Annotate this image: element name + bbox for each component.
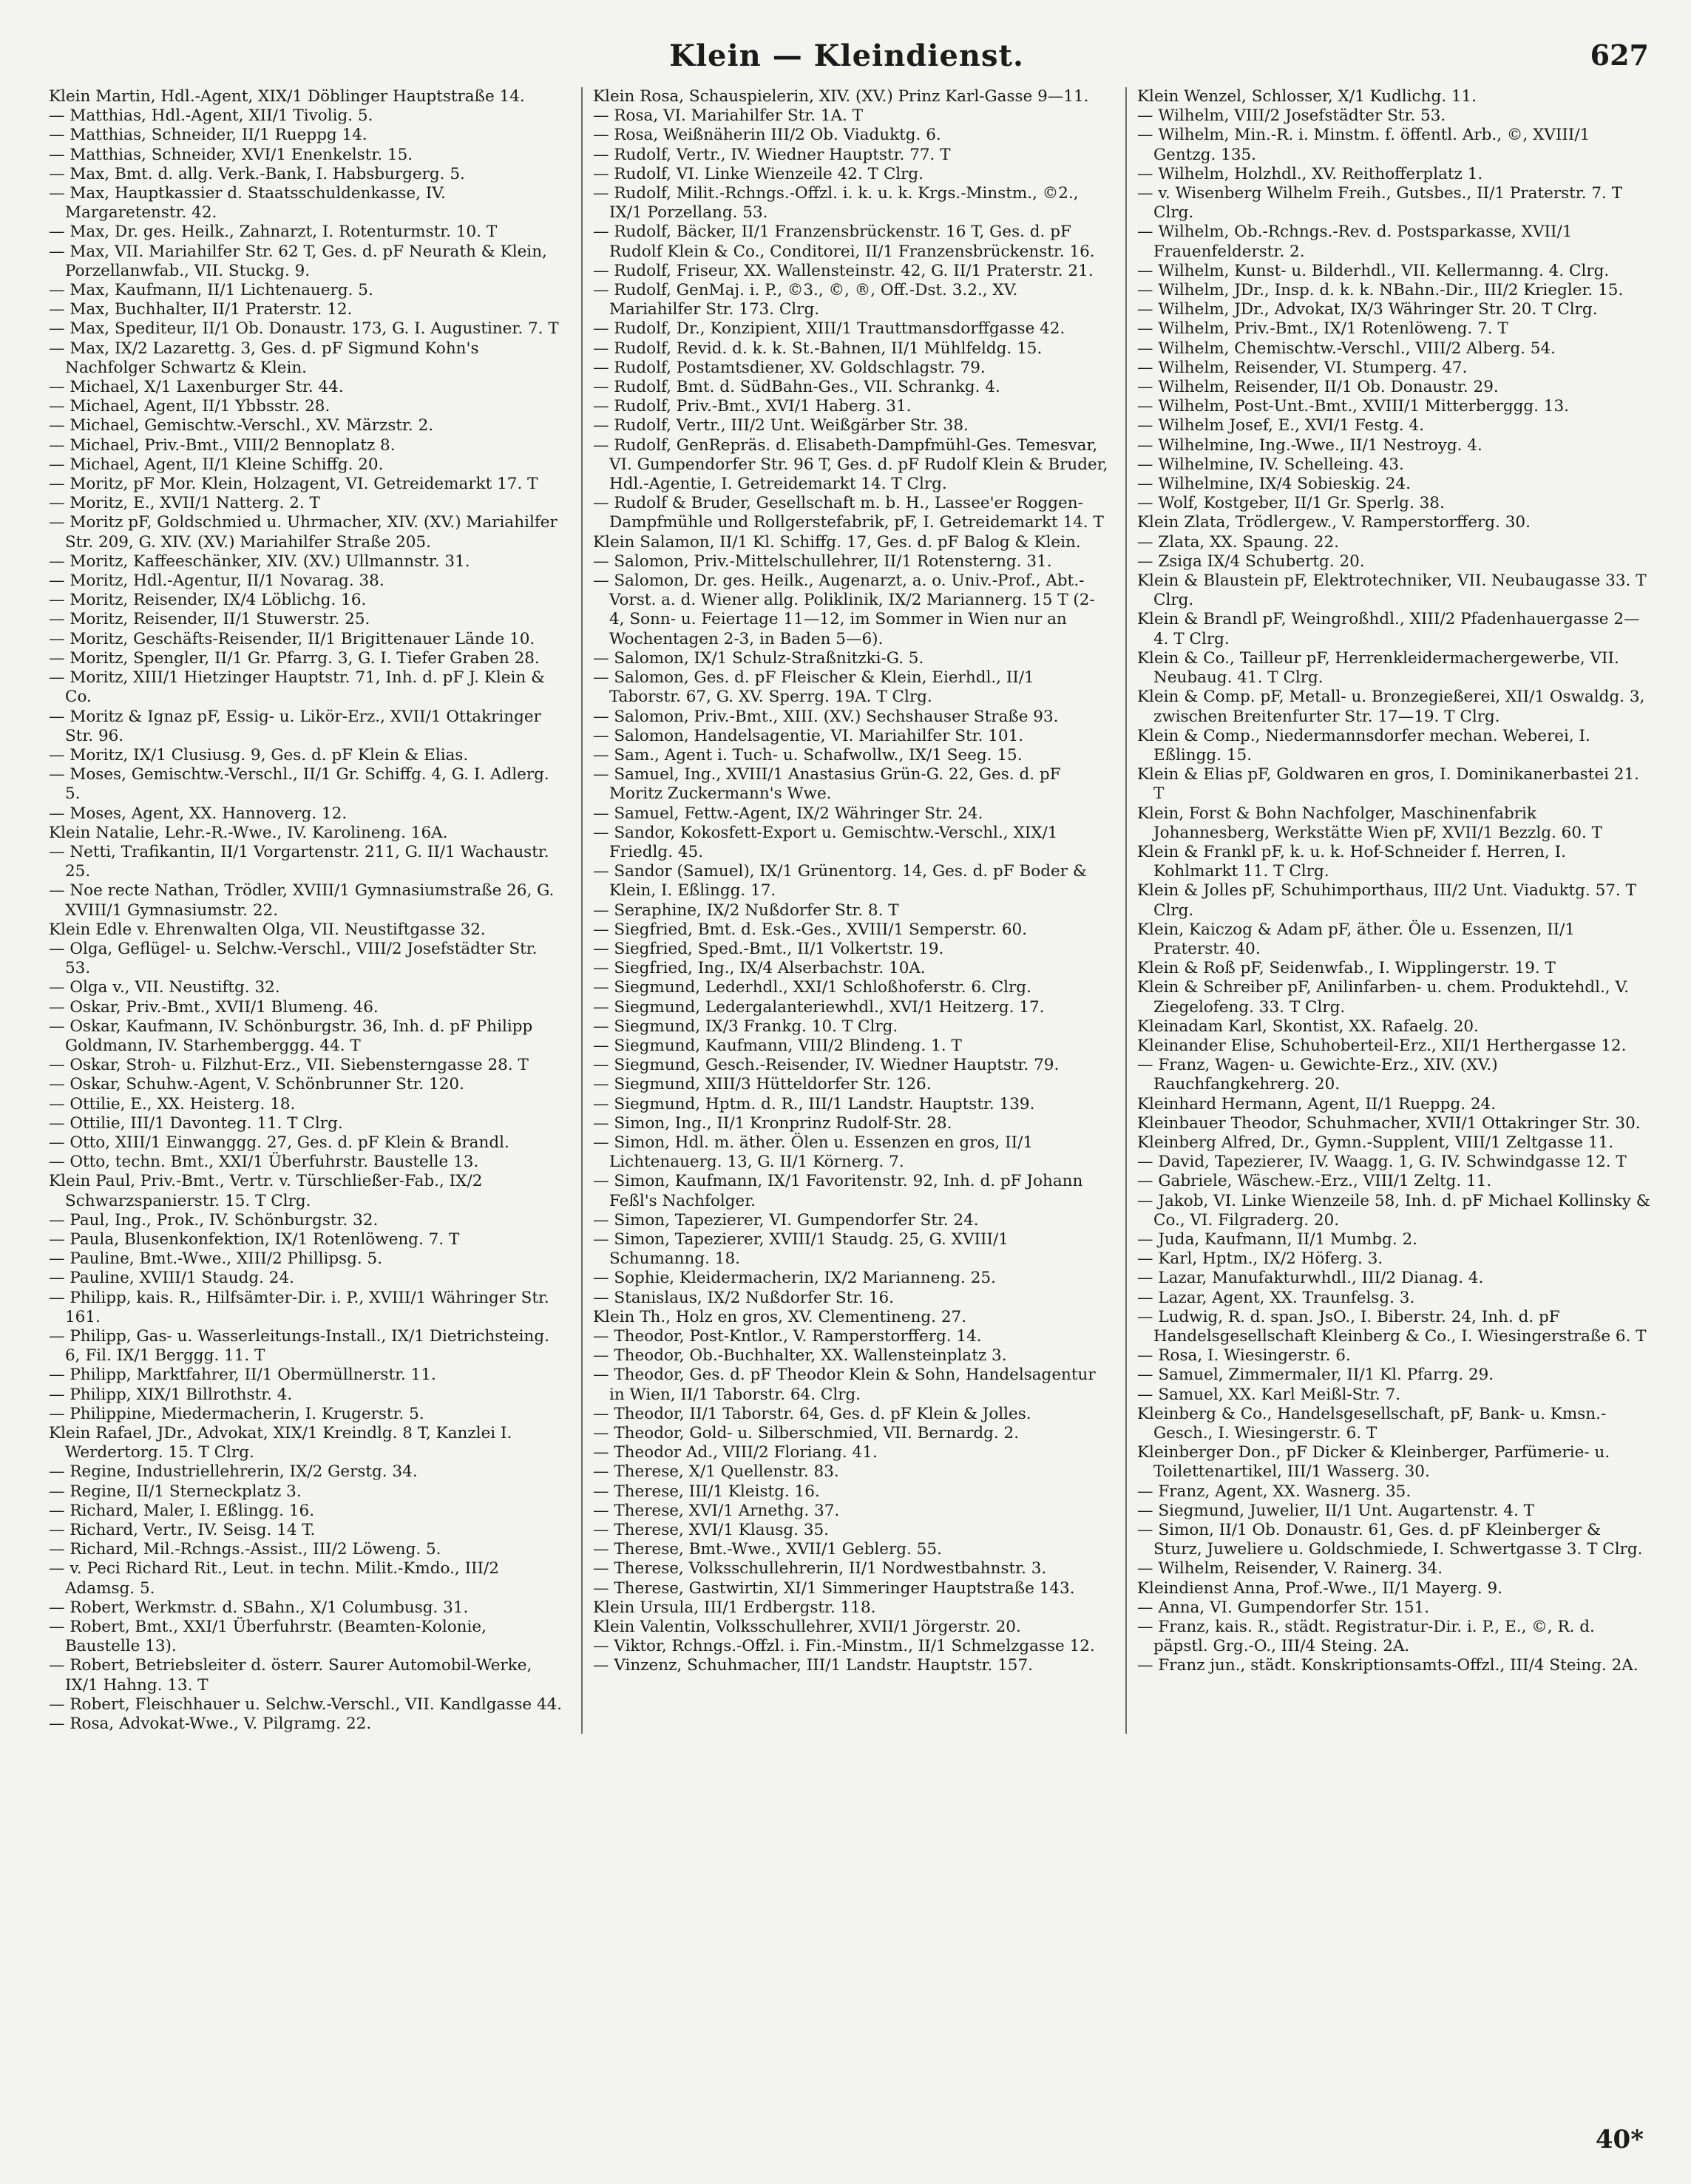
directory-entry: — Rosa, VI. Mariahilfer Str. 1A. T — [593, 106, 864, 126]
directory-entry: — Moritz & Ignaz pF, Essig- u. Likör-Erz., XVII/1 Ottakringer Str. 96. — [49, 707, 541, 745]
directory-entry: — Max, Hauptkassier d. Staatsschuldenkasse, IV. Margaretenstr. 42. — [49, 184, 446, 223]
directory-entry: — Salomon, Ges. d. pF Fleischer & Klein, Eierhdl., II/1 Taborstr. 67, G. XV. Sperrg. 19A. T Clrg. — [593, 668, 1034, 707]
directory-entry: — Sandor (Samuel), IX/1 Grünentorg. 14, Ges. d. pF Boder & Klein, I. Eßlingg. 17. — [593, 862, 1087, 901]
directory-entry: — Wilhelm, Post-Unt.-Bmt., XVIII/1 Mitterberggg. 13. — [1137, 397, 1569, 416]
directory-entry: — Samuel, Ing., XVIII/1 Anastasius Grün-G. 22, Ges. d. pF Moritz Zuckermann's Wwe. — [593, 765, 1061, 804]
directory-entry: Kleinberger Don., pF Dicker & Kleinberger, Parfümerie- u. Toilettenartikel, III/1 Wasserg. 30. — [1137, 1443, 1610, 1482]
signature-mark: 40* — [1595, 2125, 1644, 2154]
directory-entry: — Siegfried, Bmt. d. Esk.-Ges., XVIII/1 Semperstr. 60. — [593, 920, 1028, 939]
directory-entry: — Regine, II/1 Sterneckplatz 3. — [49, 1482, 302, 1501]
directory-entry: — Ottilie, E., XX. Heisterg. 18. — [49, 1094, 296, 1113]
directory-entry: Klein & Elias pF, Goldwaren en gros, I. Dominikanerbastei 21. T — [1137, 765, 1639, 804]
directory-entry: Kleindienst Anna, Prof.-Wwe., II/1 Mayerg. 9. — [1137, 1578, 1503, 1598]
directory-entry: — Wilhelmine, IX/4 Sobieskig. 24. — [1137, 475, 1411, 494]
directory-entry: — Siegmund, Hptm. d. R., III/1 Landstr. Hauptstr. 139. — [593, 1094, 1035, 1113]
directory-entry: — Pauline, Bmt.-Wwe., XIII/2 Phillipsg. 5. — [49, 1249, 383, 1269]
directory-entry: — Moritz, Spengler, II/1 Gr. Pfarrg. 3, G. I. Tiefer Graben 28. — [49, 648, 540, 668]
directory-entry: — Samuel, XX. Karl Meißl-Str. 7. — [1137, 1385, 1401, 1404]
directory-entry: — Sandor, Kokosfett-Export u. Gemischtw.-Verschl., XIX/1 Friedlg. 45. — [593, 823, 1058, 861]
directory-entry: — David, Tapezierer, IV. Waagg. 1, G. IV. Schwindgasse 12. T — [1137, 1153, 1627, 1172]
directory-entry: — Wilhelmine, IV. Schelleing. 43. — [1137, 455, 1404, 474]
directory-entry: — Siegmund, IX/3 Frankg. 10. T Clrg. — [593, 1017, 898, 1036]
directory-entry: — Wilhelm Josef, E., XVI/1 Festg. 4. — [1137, 416, 1425, 435]
directory-entry: — Rudolf & Bruder, Gesellschaft m. b. H., Lassee'er Roggen-Dampfmühle und Rollgerstefabrik, pF, I. Getreidemarkt 14. T — [593, 494, 1104, 532]
directory-entry: — Matthias, Schneider, II/1 Rueppg 14. — [49, 126, 367, 145]
directory-entry: — Max, VII. Mariahilfer Str. 62 T, Ges. d. pF Neurath & Klein, Porzellanwfab., VII. Stuckg. 9. — [49, 242, 547, 280]
directory-entry: — Olga, Geflügel- u. Selchw.-Verschl., VIII/2 Josefstädter Str. 53. — [49, 939, 538, 978]
directory-entry: — Therese, Bmt.-Wwe., XVII/1 Geblerg. 55. — [593, 1540, 942, 1559]
directory-entry: — Moritz, IX/1 Clusiusg. 9, Ges. d. pF Klein & Elias. — [49, 745, 469, 764]
directory-entry: — Samuel, Fettw.-Agent, IX/2 Währinger Str. 24. — [593, 804, 983, 823]
directory-entry: Klein, Kaiczog & Adam pF, äther. Öle u. Essenzen, II/1 Praterstr. 40. — [1137, 920, 1576, 958]
directory-entry: — Therese, Volksschullehrerin, II/1 Nordwestbahnstr. 3. — [593, 1559, 1047, 1578]
directory-entry: — Rudolf, GenMaj. i. P., ©3., ©, ®, Off.-Dst. 3.2., XV. Mariahilfer Str. 173. Clrg. — [593, 281, 1018, 319]
directory-entry: Klein Wenzel, Schlosser, X/1 Kudlichg. 11. — [1137, 87, 1477, 106]
directory-entry: — Wilhelm, JDr., Advokat, IX/3 Währinger Str. 20. T Clrg. — [1137, 300, 1598, 319]
directory-entry: — Moses, Gemischtw.-Verschl., II/1 Gr. Schiffg. 4, G. I. Adlerg. 5. — [49, 765, 549, 804]
directory-entry: — Moritz pF, Goldschmied u. Uhrmacher, XIV. (XV.) Mariahilfer Str. 209, G. XIV. (XV.) Mariahilfer Straße 205. — [49, 513, 558, 552]
directory-entry: — Simon, Ing., II/1 Kronprinz Rudolf-Str. 28. — [593, 1113, 952, 1133]
directory-entry: — Theodor, II/1 Taborstr. 64, Ges. d. pF Klein & Jolles. — [593, 1404, 1031, 1423]
directory-entry: — Wilhelm, Kunst- u. Bilderhdl., VII. Kellermanng. 4. Clrg. — [1137, 261, 1610, 280]
directory-entry: — Siegmund, Gesch.-Reisender, IV. Wiedner Hauptstr. 79. — [593, 1056, 1060, 1075]
directory-entry: — Olga v., VII. Neustiftg. 32. — [49, 978, 280, 997]
directory-entry: — Robert, Fleischhauer u. Selchw.-Verschl., VII. Kandlgasse 44. — [49, 1695, 563, 1714]
directory-entry: — Michael, Agent, II/1 Ybbsstr. 28. — [49, 397, 331, 416]
directory-entry: Klein & Jolles pF, Schuhimporthaus, III/2 Unt. Viaduktg. 57. T Clrg. — [1137, 881, 1636, 920]
directory-entry: — Therese, Gastwirtin, XI/1 Simmeringer Hauptstraße 143. — [593, 1578, 1075, 1598]
directory-entry: — Rudolf, Bmt. d. SüdBahn-Ges., VII. Schrankg. 4. — [593, 378, 1000, 397]
directory-columns — [49, 87, 1653, 1734]
directory-entry: Klein Natalie, Lehr.-R.-Wwe., IV. Karolineng. 16A. — [49, 823, 448, 842]
directory-entry: — Wilhelm, Min.-R. i. Minstm. f. öffentl. Arb., ©, XVIII/1 Gentzg. 135. — [1137, 126, 1590, 164]
directory-entry: — Rudolf, Milit.-Rchngs.-Offzl. i. k. u. k. Krgs.-Minstm., ©2., IX/1 Porzellang. 53. — [593, 184, 1079, 223]
directory-entry: — Viktor, Rchngs.-Offzl. i. Fin.-Minstm., II/1 Schmelzgasse 12. — [593, 1637, 1095, 1656]
directory-entry: — Rosa, Weißnäherin III/2 Ob. Viaduktg. 6. — [593, 126, 941, 145]
directory-entry: — Michael, Priv.-Bmt., VIII/2 Bennoplatz 8. — [49, 435, 396, 455]
directory-entry: — Therese, X/1 Quellenstr. 83. — [593, 1462, 839, 1482]
directory-entry: — Oskar, Stroh- u. Filzhut-Erz., VII. Siebensterngasse 28. T — [49, 1056, 529, 1075]
directory-entry: — Rosa, Advokat-Wwe., V. Pilgramg. 22. — [49, 1715, 372, 1734]
directory-entry: — Michael, X/1 Laxenburger Str. 44. — [49, 378, 344, 397]
directory-entry: — Robert, Betriebsleiter d. österr. Saurer Automobil-Werke, IX/1 Hahng. 13. T — [49, 1656, 532, 1695]
directory-entry: — Ottilie, III/1 Davonteg. 11. T Clrg. — [49, 1113, 343, 1133]
directory-entry: — Oskar, Schuhw.-Agent, V. Schönbrunner Str. 120. — [49, 1075, 464, 1094]
directory-entry: — Wilhelm, Reisender, V. Rainerg. 34. — [1137, 1559, 1443, 1578]
directory-entry: Klein Salamon, II/1 Kl. Schiffg. 17, Ges. d. pF Balog & Klein. — [593, 532, 1081, 552]
directory-entry: — Philipp, Marktfahrer, II/1 Obermüllnerstr. 11. — [49, 1366, 436, 1385]
directory-entry: — Rudolf, Revid. d. k. k. St.-Bahnen, II/1 Mühlfeldg. 15. — [593, 339, 1043, 358]
directory-entry: — Philippine, Miedermacherin, I. Krugerstr. 5. — [49, 1404, 424, 1423]
directory-entry: — Wilhelm, Holzhdl., XV. Reithofferplatz 1. — [1137, 164, 1483, 183]
directory-entry: — Philipp, XIX/1 Billrothstr. 4. — [49, 1385, 293, 1404]
directory-entry: — Matthias, Hdl.-Agent, XII/1 Tivolig. 5. — [49, 106, 373, 126]
directory-entry: — Max, Dr. ges. Heilk., Zahnarzt, I. Rotenturmstr. 10. T — [49, 223, 498, 242]
directory-entry: Klein & Comp., Niedermannsdorfer mechan. Weberei, I. Eßlingg. 15. — [1137, 726, 1590, 764]
directory-entry: — Moritz, Reisender, II/1 Stuwerstr. 25. — [49, 610, 370, 629]
directory-entry: — Wilhelm, JDr., Insp. d. k. k. NBahn.-Dir., III/2 Kriegler. 15. — [1137, 281, 1624, 300]
directory-entry: — Oskar, Kaufmann, IV. Schönburgstr. 36, Inh. d. pF Philipp Goldmann, IV. Starhemberggg. 44. T — [49, 1017, 533, 1055]
directory-entry: — Salomon, Priv.-Bmt., XIII. (XV.) Sechshauser Straße 93. — [593, 707, 1059, 726]
directory-entry: — Max, Bmt. d. allg. Verk.-Bank, I. Habsburgerg. 5. — [49, 164, 465, 183]
directory-entry: Klein Rosa, Schauspielerin, XIV. (XV.) Prinz Karl-Gasse 9—11. — [593, 87, 1089, 106]
directory-entry: Kleinbauer Theodor, Schuhmacher, XVII/1 Ottakringer Str. 30. — [1137, 1113, 1641, 1133]
directory-entry: — Oskar, Priv.-Bmt., XVII/1 Blumeng. 46. — [49, 997, 379, 1017]
directory-entry: — Rudolf, Postamtsdiener, XV. Goldschlagstr. 79. — [593, 358, 986, 377]
directory-entry: — Rosa, I. Wiesingerstr. 6. — [1137, 1346, 1351, 1366]
directory-entry: — Max, Kaufmann, II/1 Lichtenauerg. 5. — [49, 281, 373, 300]
directory-entry: — Moritz, Hdl.-Agentur, II/1 Novarag. 38. — [49, 572, 384, 591]
directory-entry: — Simon, Kaufmann, IX/1 Favoritenstr. 92, Inh. d. pF Johann Feßl's Nachfolger. — [593, 1172, 1083, 1210]
directory-entry: — Theodor, Post-Kntlor., V. Ramperstorfferg. 14. — [593, 1327, 982, 1346]
directory-entry: — Pauline, XVIII/1 Staudg. 24. — [49, 1269, 294, 1288]
directory-entry: — Siegmund, XIII/3 Hütteldorfer Str. 126. — [593, 1075, 932, 1094]
directory-entry: Klein Ursula, III/1 Erdbergstr. 118. — [593, 1598, 876, 1617]
directory-entry: — Moritz, XIII/1 Hietzinger Hauptstr. 71, Inh. d. pF J. Klein & Co. — [49, 668, 546, 707]
directory-entry: — Franz, Wagen- u. Gewichte-Erz., XIV. (XV.) Rauchfangkehrerg. 20. — [1137, 1056, 1498, 1094]
directory-entry: — Lazar, Agent, XX. Traunfelsg. 3. — [1137, 1288, 1415, 1307]
directory-entry: — Robert, Bmt., XXI/1 Überfuhrstr. (Beamten-Kolonie, Baustelle 13). — [49, 1618, 487, 1656]
directory-entry: — Regine, Industriellehrerin, IX/2 Gerstg. 34. — [49, 1462, 418, 1482]
directory-entry: — Netti, Trafikantin, II/1 Vorgartenstr. 211, G. II/1 Wachaustr. 25. — [49, 842, 549, 881]
directory-entry: — Franz, kais. R., städt. Registratur-Dir. i. P., E., ©, R. d. päpstl. Grg.-O., III/4 Steing. 2A. — [1137, 1618, 1595, 1656]
directory-entry: — Salomon, IX/1 Schulz-Straßnitzki-G. 5. — [593, 648, 924, 668]
directory-entry: Kleinadam Karl, Skontist, XX. Rafaelg. 20. — [1137, 1017, 1479, 1036]
directory-entry: — Gabriele, Wäschew.-Erz., VIII/1 Zeltg. 11. — [1137, 1172, 1492, 1191]
directory-entry: — Theodor, Ob.-Buchhalter, XX. Wallensteinplatz 3. — [593, 1346, 1007, 1366]
directory-entry: — Moritz, E., XVII/1 Natterg. 2. T — [49, 494, 320, 513]
page-header — [44, 38, 1649, 80]
directory-entry: — Therese, III/1 Kleistg. 16. — [593, 1482, 820, 1501]
directory-entry: Klein & Frankl pF, k. u. k. Hof-Schneider f. Herren, I. Kohlmarkt 11. T Clrg. — [1137, 842, 1566, 881]
directory-entry: Klein Th., Holz en gros, XV. Clementineng. 27. — [593, 1307, 967, 1326]
directory-entry: — Matthias, Schneider, XVI/1 Enenkelstr. 15. — [49, 145, 413, 164]
directory-entry: Klein Valentin, Volksschullehrer, XVII/1 Jörgerstr. 20. — [593, 1618, 1021, 1637]
directory-entry: Kleinander Elise, Schuhoberteil-Erz., XII/1 Herthergasse 12. — [1137, 1036, 1627, 1055]
directory-entry: — Siegmund, Ledergalanteriewhdl., XVI/1 Heitzerg. 17. — [593, 997, 1045, 1017]
directory-entry: — Juda, Kaufmann, II/1 Mumbg. 2. — [1137, 1230, 1418, 1249]
directory-entry: — Michael, Agent, II/1 Kleine Schiffg. 20. — [49, 455, 384, 474]
directory-entry: — v. Wisenberg Wilhelm Freih., Gutsbes., II/1 Praterstr. 7. T Clrg. — [1137, 184, 1623, 223]
directory-entry: — Karl, Hptm., IX/2 Höferg. 3. — [1137, 1249, 1383, 1269]
directory-entry: Klein & Co., Tailleur pF, Herrenkleidermachergewerbe, VII. Neubaug. 41. T Clrg. — [1137, 648, 1619, 688]
directory-entry: — Wilhelm, Ob.-Rchngs.-Rev. d. Postsparkasse, XVII/1 Frauenfelderstr. 2. — [1137, 223, 1573, 261]
directory-entry: — Vinzenz, Schuhmacher, III/1 Landstr. Hauptstr. 157. — [593, 1656, 1033, 1675]
directory-entry: — Max, Spediteur, II/1 Ob. Donaustr. 173, G. I. Augustiner. 7. T — [49, 319, 559, 339]
directory-entry: — Paul, Ing., Prok., IV. Schönburgstr. 32. — [49, 1210, 379, 1230]
directory-entry: — Samuel, Zimmermaler, II/1 Kl. Pfarrg. 29. — [1137, 1366, 1494, 1385]
directory-entry: — Lazar, Manufakturwhdl., III/2 Dianag. 4. — [1137, 1269, 1484, 1288]
directory-entry: — Otto, techn. Bmt., XXI/1 Überfuhrstr. Baustelle 13. — [49, 1153, 479, 1172]
directory-entry: Klein Zlata, Trödlergew., V. Ramperstorfferg. 30. — [1137, 513, 1531, 532]
directory-entry: — Moritz, pF Mor. Klein, Holzagent, VI. Getreidemarkt 17. T — [49, 475, 538, 494]
directory-entry: — Stanislaus, IX/2 Nußdorfer Str. 16. — [593, 1288, 895, 1307]
directory-entry: — Franz, Agent, XX. Wasnerg. 35. — [1137, 1482, 1412, 1501]
directory-entry: — Theodor, Ges. d. pF Theodor Klein & Sohn, Handelsagentur in Wien, II/1 Taborstr. 64. Clrg. — [593, 1366, 1096, 1404]
directory-entry: — Sophie, Kleidermacherin, IX/2 Marianneng. 25. — [593, 1269, 996, 1288]
directory-entry: Klein & Brandl pF, Weingroßhdl., XIII/2 Pfadenhauergasse 2—4. T Clrg. — [1137, 610, 1640, 648]
directory-entry: — Simon, Tapezierer, VI. Gumpendorfer Str. 24. — [593, 1210, 979, 1230]
directory-entry: — Rudolf, GenRepräs. d. Elisabeth-Dampfmühl-Ges. Temesvar, VI. Gumpendorfer Str. 96 T, Ges. d. pF Rudolf Klein & Bruder, Hdl.-Agentie, I. Getreidemarkt 14. T Clrg. — [593, 435, 1108, 494]
directory-entry: Kleinhard Hermann, Agent, II/1 Rueppg. 24. — [1137, 1094, 1497, 1113]
directory-entry: — Wilhelm, Reisender, II/1 Ob. Donaustr. 29. — [1137, 378, 1499, 397]
directory-entry: — Philipp, kais. R., Hilfsämter-Dir. i. P., XVIII/1 Währinger Str. 161. — [49, 1288, 549, 1326]
directory-entry: — Otto, XIII/1 Einwanggg. 27, Ges. d. pF Klein & Brandl. — [49, 1133, 509, 1152]
directory-entry: — Max, Buchhalter, II/1 Praterstr. 12. — [49, 300, 353, 319]
directory-entry: — Richard, Vertr., IV. Seisg. 14 T. — [49, 1521, 316, 1540]
directory-entry: — Therese, XVI/1 Klausg. 35. — [593, 1521, 830, 1540]
directory-entry: — Zsiga IX/4 Schubertg. 20. — [1137, 552, 1365, 571]
directory-entry: — Rudolf, Vertr., III/2 Unt. Weißgärber Str. 38. — [593, 416, 969, 435]
directory-entry: Klein & Comp. pF, Metall- u. Bronzegießerei, XII/1 Oswaldg. 3, zwischen Breitenfurter Str. 17—19. T Clrg. — [1137, 688, 1645, 726]
directory-entry: Klein Rafael, JDr., Advokat, XIX/1 Kreindlg. 8 T, Kanzlei I. Werdertorg. 15. T Clrg. — [49, 1424, 512, 1462]
directory-entry: Klein Martin, Hdl.-Agent, XIX/1 Döblinger Hauptstraße 14. — [49, 87, 525, 106]
directory-entry: — Richard, Maler, I. Eßlingg. 16. — [49, 1501, 315, 1520]
directory-entry: Klein Paul, Priv.-Bmt., Vertr. v. Türschließer-Fab., IX/2 Schwarzspanierstr. 15. T Clrg. — [49, 1172, 483, 1210]
directory-entry: — Robert, Werkmstr. d. SBahn., X/1 Columbusg. 31. — [49, 1598, 469, 1617]
directory-entry: — Moritz, Reisender, IX/4 Löblichg. 16. — [49, 591, 367, 610]
directory-entry: Klein & Roß pF, Seidenwfab., I. Wipplingerstr. 19. T — [1137, 959, 1556, 978]
directory-entry: — Siegmund, Kaufmann, VIII/2 Blindeng. 1. T — [593, 1036, 962, 1055]
directory-entry: Klein, Forst & Bohn Nachfolger, Maschinenfabrik Johannesberg, Werkstätte Wien pF, XVII/1 Bezzlg. 60. T — [1137, 804, 1603, 842]
directory-entry: — Wilhelmine, Ing.-Wwe., II/1 Nestroyg. 4. — [1137, 435, 1482, 455]
directory-entry: — Philipp, Gas- u. Wasserleitungs-Install., IX/1 Dietrichsteing. 6, Fil. IX/1 Berggg. 11. T — [49, 1327, 549, 1366]
column-2 — [581, 87, 1109, 1734]
directory-entry: Klein Edle v. Ehrenwalten Olga, VII. Neustiftgasse 32. — [49, 920, 486, 939]
directory-entry: — Max, IX/2 Lazarettg. 3, Ges. d. pF Sigmund Kohn's Nachfolger Schwartz & Klein. — [49, 339, 479, 377]
directory-entry: — Rudolf, Bäcker, II/1 Franzensbrückenstr. 16 T, Ges. d. pF Rudolf Klein & Co., Conditorei, II/1 Franzensbrückenstr. 16. — [593, 223, 1095, 261]
directory-entry: — Rudolf, Dr., Konzipient, XIII/1 Trauttmansdorffgasse 42. — [593, 319, 1065, 339]
directory-entry: Klein & Schreiber pF, Anilinfarben- u. chem. Produktehdl., V. Ziegelofeng. 33. T Clrg. — [1137, 978, 1630, 1017]
directory-entry: — Noe recte Nathan, Trödler, XVIII/1 Gymnasiumstraße 26, G. XVIII/1 Gymnasiumstr. 22. — [49, 881, 555, 920]
directory-entry: — Moses, Agent, XX. Hannoverg. 12. — [49, 804, 348, 823]
running-head: Klein — Kleindienst. — [669, 38, 1024, 73]
directory-entry: — Moritz, Geschäfts-Reisender, II/1 Brigittenauer Lände 10. — [49, 629, 535, 648]
directory-entry: — Simon, Tapezierer, XVIII/1 Staudg. 25, G. XVIII/1 Schumanng. 18. — [593, 1230, 1009, 1269]
directory-entry: — Siegmund, Juwelier, II/1 Unt. Augartenstr. 4. T — [1137, 1501, 1534, 1520]
directory-entry: — Wilhelm, Reisender, VI. Stumperg. 47. — [1137, 358, 1468, 377]
directory-entry: — Salomon, Priv.-Mittelschullehrer, II/1 Rotensterng. 31. — [593, 552, 1052, 571]
directory-entry: Kleinberg & Co., Handelsgesellschaft, pF, Bank- u. Kmsn.-Gesch., I. Wiesingerstr. 6. T — [1137, 1404, 1607, 1443]
column-1 — [49, 87, 565, 1734]
directory-entry: — Rudolf, Friseur, XX. Wallensteinstr. 42, G. II/1 Praterstr. 21. — [593, 261, 1094, 280]
directory-entry: — Richard, Mil.-Rchngs.-Assist., III/2 Löweng. 5. — [49, 1540, 441, 1559]
directory-entry: — Rudolf, VI. Linke Wienzeile 42. T Clrg. — [593, 164, 924, 183]
directory-entry: — Theodor, Gold- u. Silberschmied, VII. Bernardg. 2. — [593, 1424, 1020, 1443]
directory-entry: — Ludwig, R. d. span. JsO., I. Biberstr. 24, Inh. d. pF Handelsgesellschaft Kleinberg & Co., I. Wiesingerstraße 6. T — [1137, 1307, 1647, 1346]
directory-entry: — Wilhelm, VIII/2 Josefstädter Str. 53. — [1137, 106, 1446, 126]
directory-entry: — Wilhelm, Chemischtw.-Verschl., VIII/2 Alberg. 54. — [1137, 339, 1556, 358]
directory-entry: — Salomon, Handelsagentie, VI. Mariahilfer Str. 101. — [593, 726, 1024, 745]
directory-entry: — Wolf, Kostgeber, II/1 Gr. Sperlg. 38. — [1137, 494, 1445, 513]
directory-entry: — Paula, Blusenkonfektion, IX/1 Rotenlöweng. 7. T — [49, 1230, 460, 1249]
directory-entry: — Theodor Ad., VIII/2 Floriang. 41. — [593, 1443, 878, 1462]
directory-entry: — Michael, Gemischtw.-Verschl., XV. Märzstr. 2. — [49, 416, 434, 435]
directory-entry: — Moritz, Kaffeeschänker, XIV. (XV.) Ullmannstr. 31. — [49, 552, 470, 571]
page-number: 627 — [1590, 38, 1649, 72]
directory-entry: — Seraphine, IX/2 Nußdorfer Str. 8. T — [593, 901, 899, 920]
directory-entry: — Anna, VI. Gumpendorfer Str. 151. — [1137, 1598, 1430, 1617]
directory-entry: — Zlata, XX. Spaung. 22. — [1137, 532, 1340, 552]
directory-entry: — Salomon, Dr. ges. Heilk., Augenarzt, a. o. Univ.-Prof., Abt.-Vorst. a. d. Wiener allg. Poliklinik, IX/2 Mariannerg. 15 T (2-4, Sonn- u. Feiertage 11—12, im Sommer in Wien nur an Wochentagen 2-3, in Baden 5—6). — [593, 572, 1095, 648]
directory-entry: — v. Peci Richard Rit., Leut. in techn. Milit.-Kmdo., III/2 Adamsg. 5. — [49, 1559, 499, 1598]
directory-entry: — Rudolf, Priv.-Bmt., XVI/1 Haberg. 31. — [593, 397, 912, 416]
directory-entry: — Rudolf, Vertr., IV. Wiedner Hauptstr. 77. T — [593, 145, 951, 164]
directory-entry: — Siegfried, Ing., IX/4 Alserbachstr. 10A. — [593, 959, 926, 978]
directory-entry: — Therese, XVI/1 Arnethg. 37. — [593, 1501, 840, 1520]
directory-entry: — Sam., Agent i. Tuch- u. Schafwollw., IX/1 Seeg. 15. — [593, 745, 1023, 764]
directory-entry: — Siegfried, Sped.-Bmt., II/1 Volkertstr. 19. — [593, 939, 944, 958]
directory-entry: Klein & Blaustein pF, Elektrotechniker, VII. Neubaugasse 33. T Clrg. — [1137, 572, 1647, 610]
directory-entry: — Franz jun., städt. Konskriptionsamts-Offzl., III/4 Steing. 2A. — [1137, 1656, 1639, 1675]
directory-entry: Kleinberg Alfred, Dr., Gymn.-Supplent, VIII/1 Zeltgasse 11. — [1137, 1133, 1614, 1152]
column-3 — [1125, 87, 1653, 1734]
directory-entry: — Siegmund, Lederhdl., XXI/1 Schloßhoferstr. 6. Clrg. — [593, 978, 1031, 997]
directory-entry: — Wilhelm, Priv.-Bmt., IX/1 Rotenlöweng. 7. T — [1137, 319, 1508, 339]
directory-entry: — Jakob, VI. Linke Wienzeile 58, Inh. d. pF Michael Kollinsky & Co., VI. Filgraderg. 20. — [1137, 1191, 1650, 1230]
directory-entry: — Simon, II/1 Ob. Donaustr. 61, Ges. d. pF Kleinberger & Sturz, Juweliere u. Goldschmiede, I. Schwertgasse 3. T Clrg. — [1137, 1521, 1643, 1559]
directory-entry: — Simon, Hdl. m. äther. Ölen u. Essenzen en gros, II/1 Lichtenauerg. 13, G. II/1 Körnerg. 7. — [593, 1133, 1033, 1172]
